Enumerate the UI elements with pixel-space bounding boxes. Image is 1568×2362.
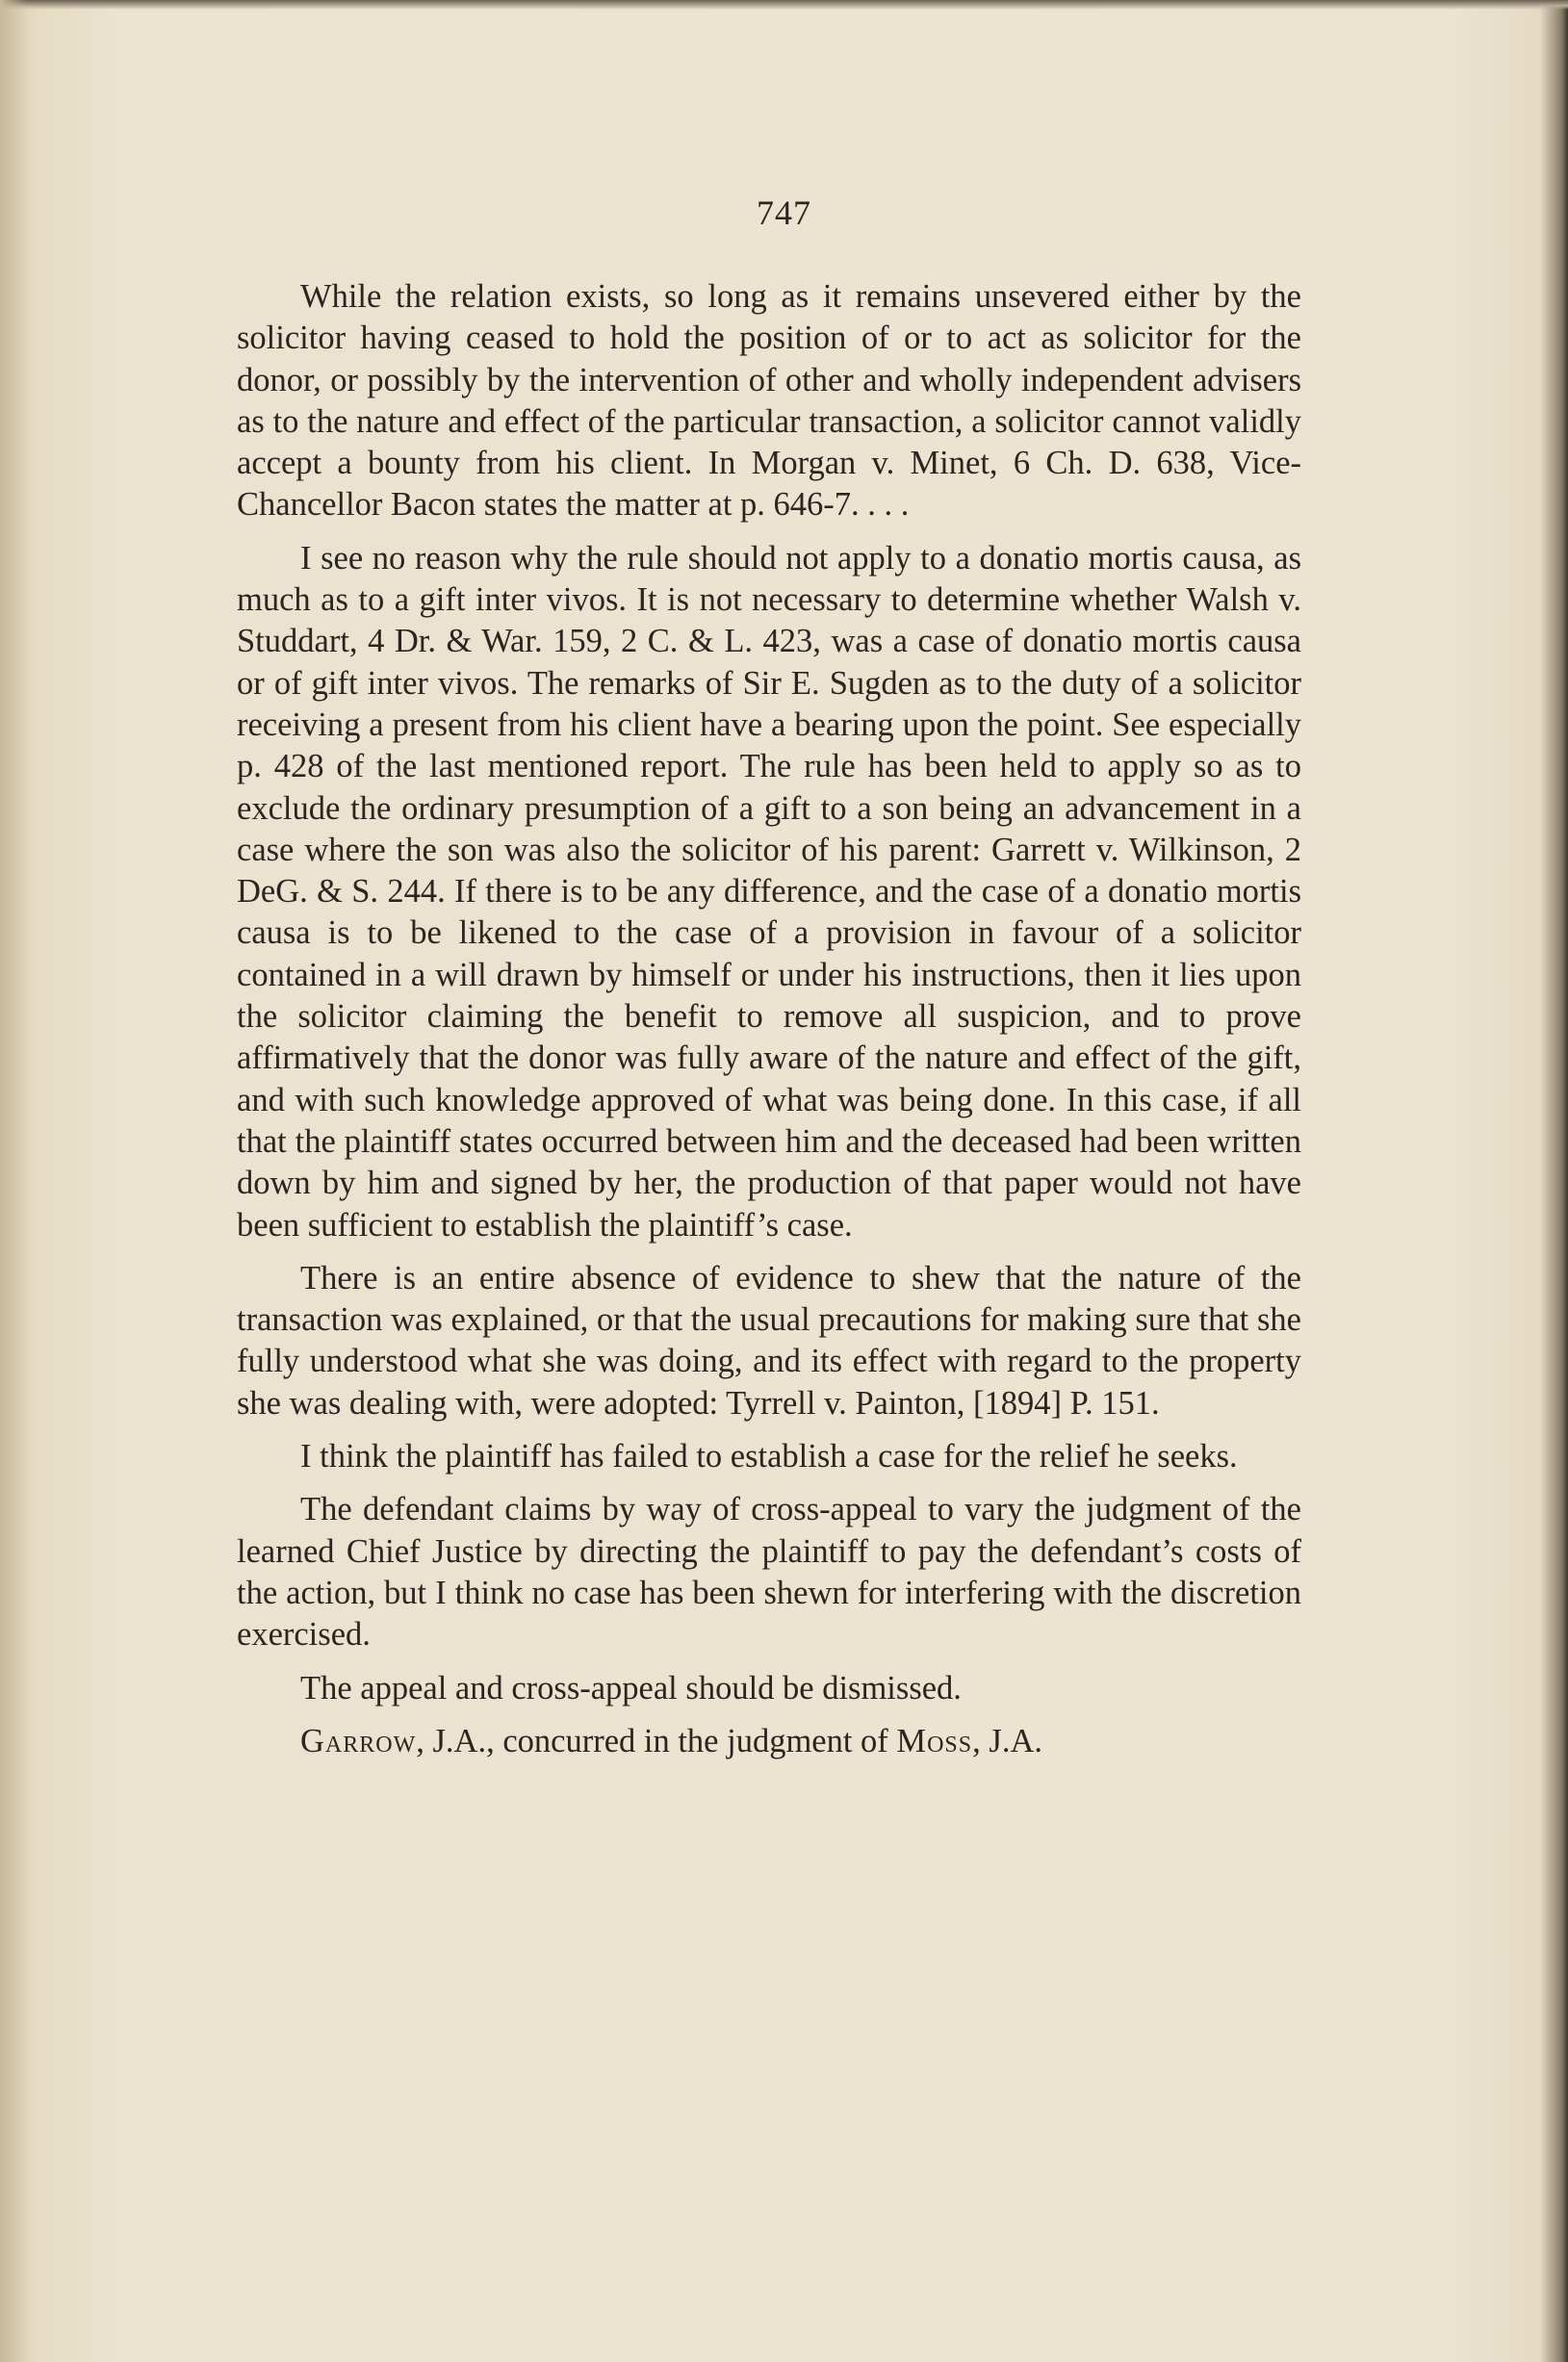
paragraph-cross-appeal: The defendant claims by way of cross-appeal to vary the judgment of the learned Chief Justice by directing the plaintiff to pay the defendant’s costs of the action, but I think no case has been shewn for interfering with the discretion exercised. (237, 1491, 1301, 1654)
concurrence-text: , J.A., concurred in the judgment of (416, 1722, 897, 1759)
page-number: 747 (757, 193, 811, 232)
paragraph-concurrence (237, 1721, 1301, 1762)
page-binding-shadow (0, 0, 27, 2362)
paragraph-dismissed: The appeal and cross-appeal should be dismissed. (300, 1669, 962, 1707)
other-judge-name: Moss (896, 1722, 973, 1759)
paragraph-donatio-mortis-causa: I see no reason why the rule should not apply to a donatio mortis causa, as much as to a gift inter vivos. It is not necessary to determine whether Walsh v. Studdart, 4 Dr. & War. 159, 2 C. & L. 423, was a case of donatio mortis causa or of gift inter vivos. The remarks of Sir E. Sugden as to the duty of a solicitor receiving a present from his client have a bearing upon the point. See especially p. 428 of the last mentioned report. The rule has been held to apply so as to exclude the ordinary presumption of a gift to a son being an advancement in a case where the son was also the solicitor of his parent: Garrett v. Wilkinson, 2 DeG. & S. 244. If there is to be any difference, and the case of a donatio mortis causa is to be likened to the case of a provision in favour of a solicitor contained in a will drawn by himself or under his instructions, then it lies upon the solicitor claiming the benefit to remove all suspicion, and to prove affirmatively that the donor was fully aware of the nature and effect of the gift, and with such knowledge approved of what was being done. In this case, if all that the plaintiff states occurred between him and the deceased had been written down by him and signed by her, the production of that paper would not have been sufficient to establish the plaintiff’s case. (237, 539, 1301, 1244)
paragraph-absence-of-evidence: There is an entire absence of evidence to shew that the nature of the transaction was explained, or that the usual precautions for making sure that she fully understood what she was doing, and its effect with regard to the property she was dealing with, were adopted: Tyrrell v. Painton, [1894] P. 151. (237, 1259, 1301, 1422)
body-text (237, 276, 1301, 1774)
paragraph-plaintiff-failed: I think the plaintiff has failed to establish a case for the relief he seeks. (300, 1438, 1238, 1476)
paragraph-relation-exists: While the relation exists, so long as it remains unsevered either by the solicitor having ceased to hold the position of or to act as solicitor for the donor, or possibly by the intervention of other and wholly independent advisers as to the nature and effect of the particular transaction, a solicitor cannot validly accept a bounty from his client. In Morgan v. Minet, 6 Ch. D. 638, Vice-Chancellor Bacon states the matter at p. 646-7. . . . (237, 278, 1301, 524)
page-top-edge (0, 0, 1568, 10)
judge-name: Garrow (300, 1722, 417, 1759)
concurrence-suffix: , J.A. (972, 1722, 1042, 1759)
